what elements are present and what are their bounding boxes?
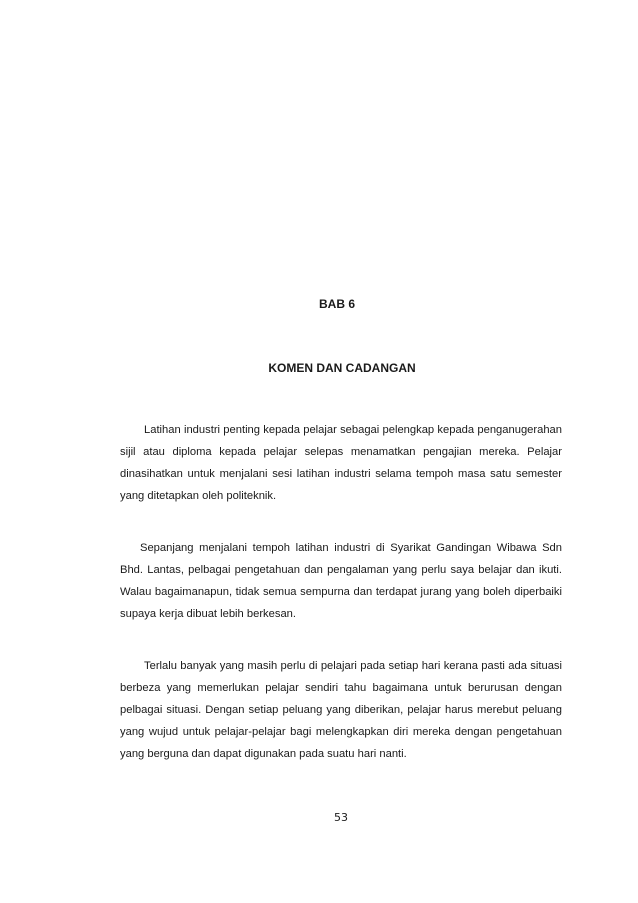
- paragraph-3: Terlalu banyak yang masih perlu di pelajari pada setiap hari kerana pasti ada situasi berbeza yang memerlukan pelajar sendiri tahu bagaimana untuk berurusan dengan pelbagai situasi. Dengan setiap peluang yang diberikan, pelajar harus merebut peluang yang wujud untuk pelajar-pelajar bagi melengkapkan diri mereka dengan pengetahuan yang berguna dan dapat digunakan pada suatu hari nanti.: [120, 660, 562, 760]
- page-number: 53: [334, 811, 348, 824]
- chapter-label: BAB 6: [318, 297, 355, 311]
- paragraph-1: Latihan industri penting kepada pelajar sebagai pelengkap kepada penganugerahan sijil atau diploma kepada pelajar selepas menamatkan pengajian mereka. Pelajar dinasihatkan untuk menjalani sesi latihan industri selama tempoh masa satu semester yang ditetapkan oleh politeknik.: [120, 424, 562, 502]
- paragraph-2: Sepanjang menjalani tempoh latihan industri di Syarikat Gandingan Wibawa Sdn Bhd. Lantas, pelbagai pengetahuan dan pengalaman yang perlu saya belajar dan ikuti. Walau bagaimanapun, tidak semua sempurna dan terdapat jurang yang boleh diperbaiki supaya kerja dibuat lebih berkesan.: [120, 542, 562, 620]
- chapter-title: KOMEN DAN CADANGAN: [268, 361, 416, 375]
